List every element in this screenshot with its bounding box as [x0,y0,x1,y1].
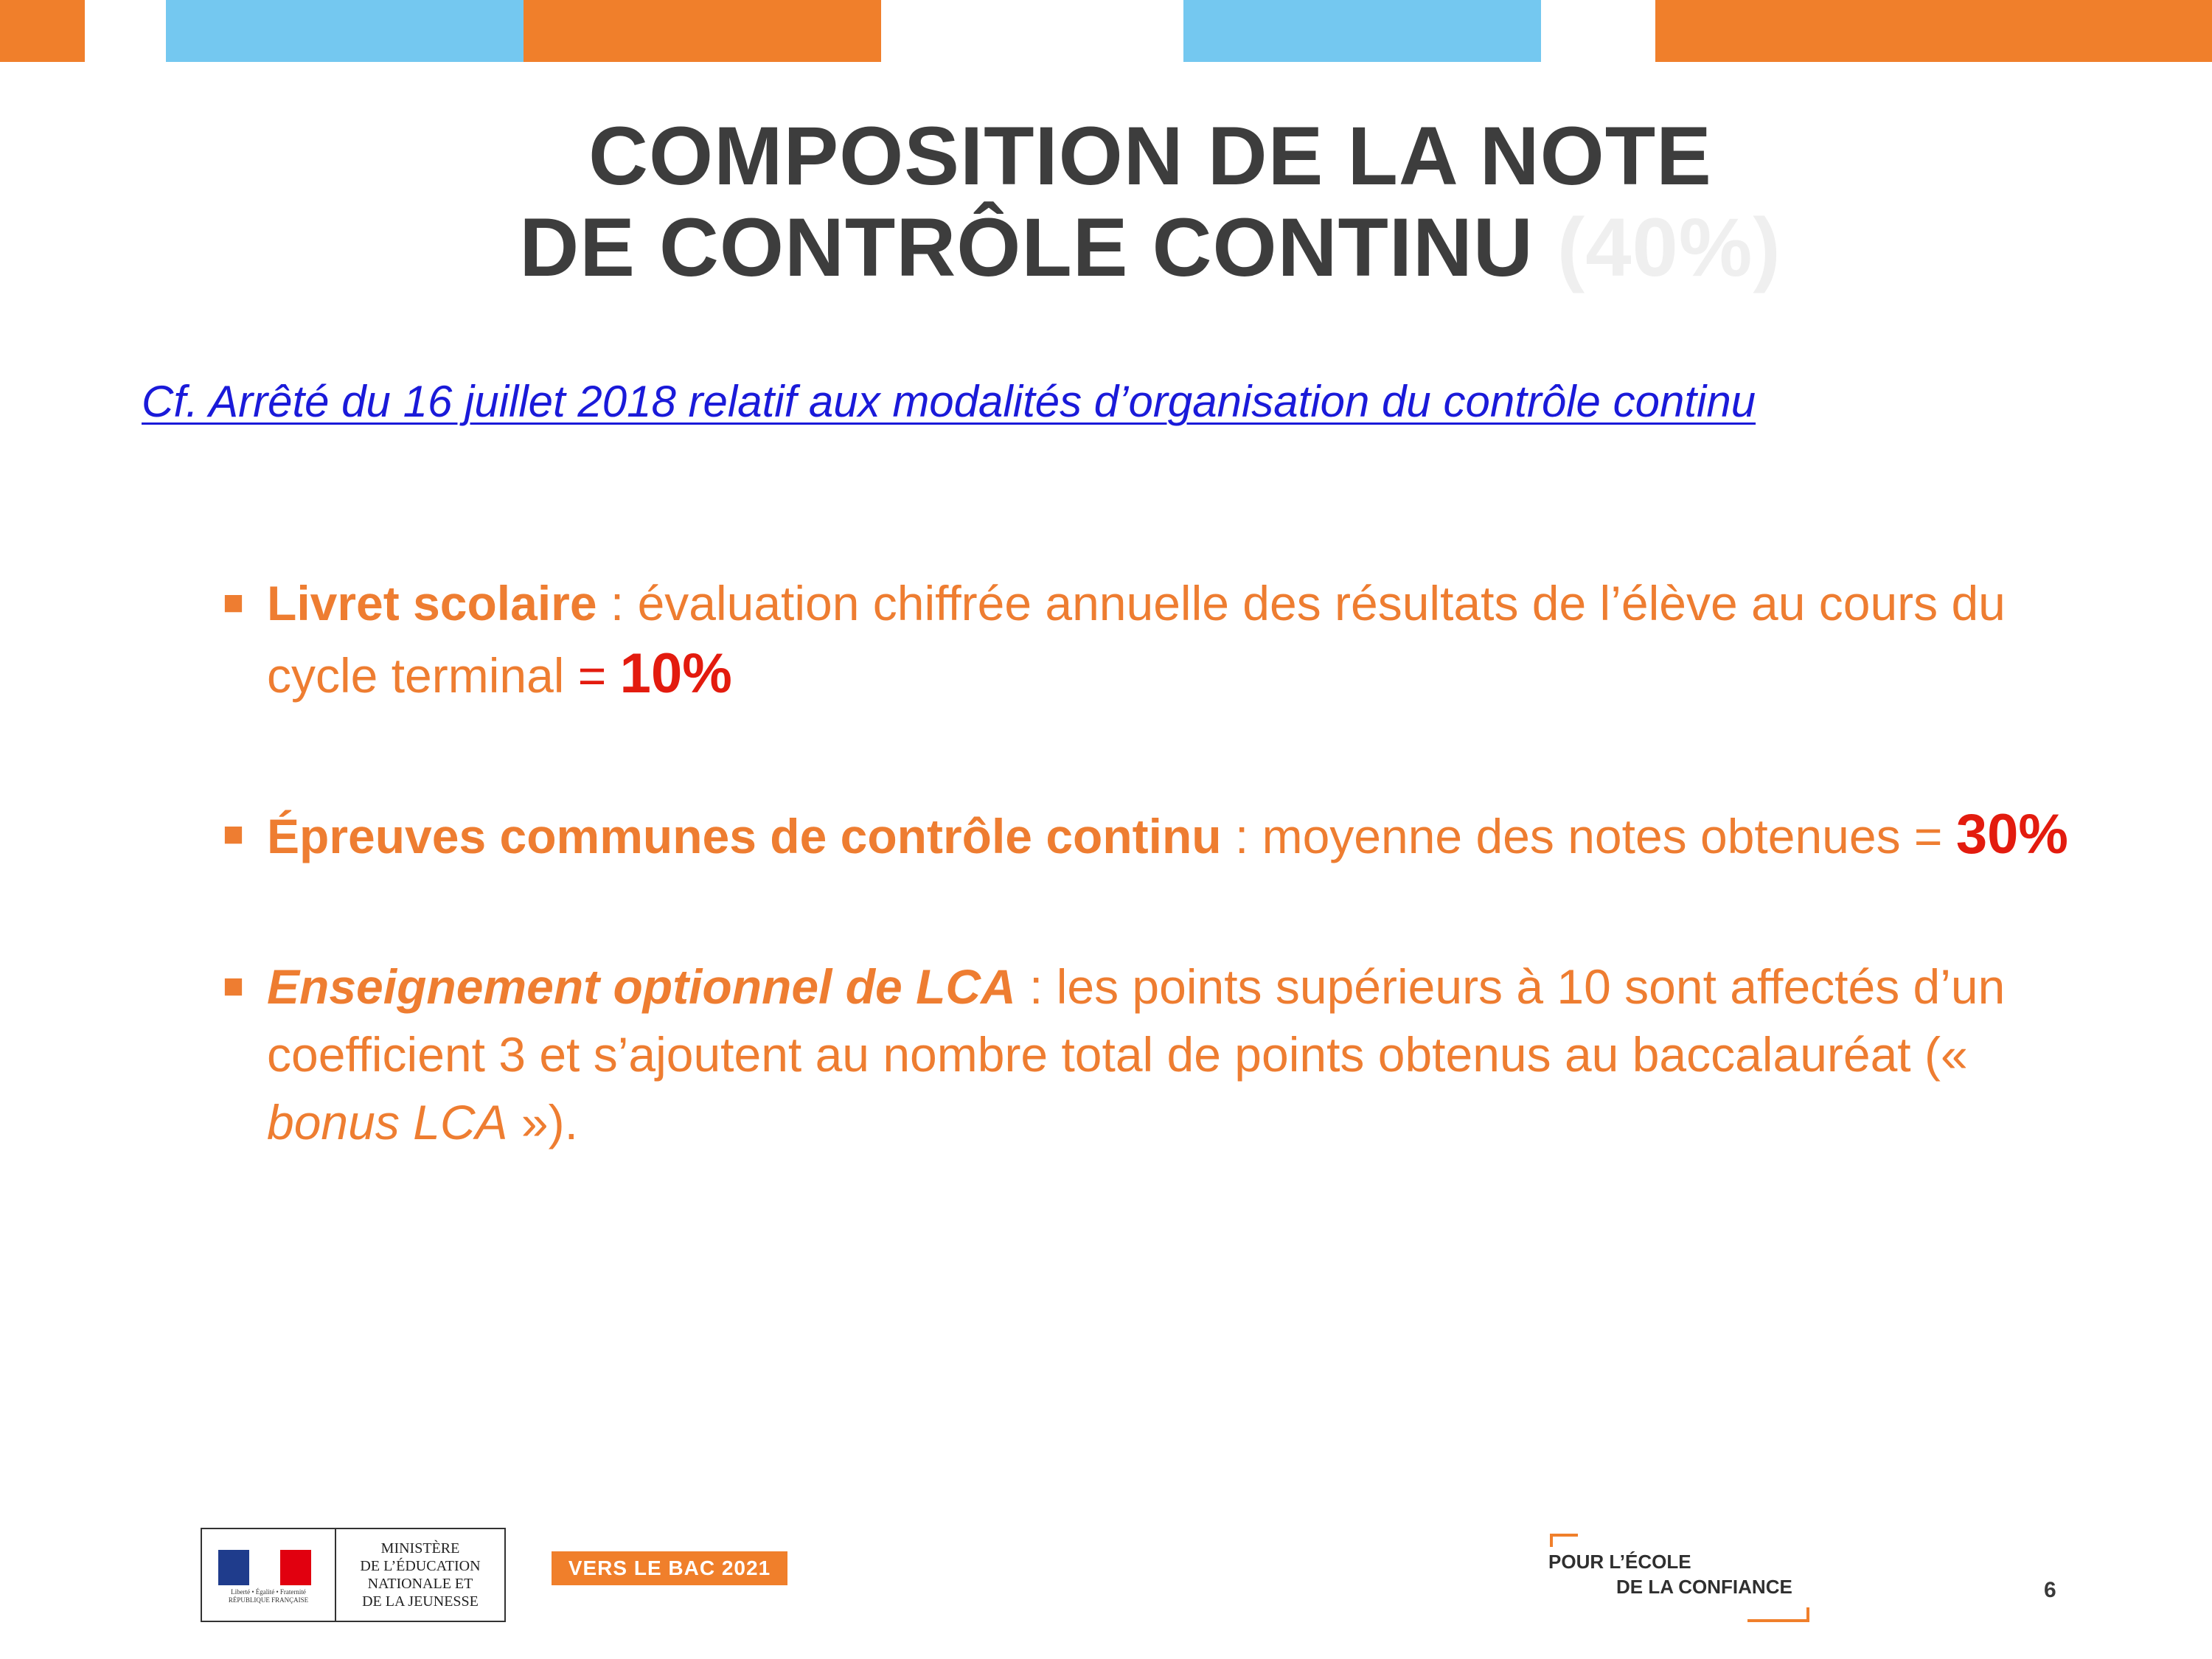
bullet-label: Enseignement optionnel de LCA [267,959,1016,1014]
square-bullet-icon: ■ [223,967,244,1006]
reference-link[interactable]: Cf. Arrêté du 16 juillet 2018 relatif aux modalités d’organisation du contrôle continu [142,377,1756,426]
ministere-logo [201,1528,506,1622]
bullet-value: 10% [619,642,732,705]
bullet-label: Livret scolaire [267,576,597,630]
bullet-epreuves-communes [221,799,2079,872]
bullet-label: Épreuves communes de contrôle continu [267,809,1222,863]
bullet-italic-text: bonus LCA [267,1095,508,1150]
bullet-text: : évaluation chiffrée annuelle des résultats de l’élève au cours du cycle terminal [267,576,2006,703]
slide-title-percentage: (40%) [1557,201,1781,293]
confiance-line2: DE LA CONFIANCE [1616,1576,1792,1598]
bullet-text: : les points supérieurs à 10 sont affectés d’un coefficient 3 et s’ajoutent au nombre total de points obtenus au baccalauréat (« [267,959,2006,1082]
header-bar-orange-3 [1655,0,2212,62]
ministere-name: MINISTÈRE DE L’ÉDUCATION NATIONALE ET DE LA JEUNESSE [360,1540,481,1610]
header-bar-orange-2 [524,0,881,62]
square-bullet-icon: ■ [223,583,244,622]
bullet-livret-scolaire [221,568,2079,711]
french-flag-icon [218,1550,311,1585]
slide-title-line2: DE CONTRÔLE CONTINU [519,201,1534,293]
bullet-equals: = [577,648,607,703]
header-bar-blue-1 [166,0,524,62]
bullet-text: : moyenne des notes obtenues [1221,809,1914,863]
bullet-equals: = [1913,809,1943,863]
vers-le-bac-badge: VERS LE BAC 2021 [552,1551,787,1585]
header-bar-orange-1 [0,0,85,62]
page-number: 6 [2044,1578,2056,1602]
republique-motto: Liberté • Égalité • Fraternité RÉPUBLIQUE FRANÇAISE [228,1588,309,1604]
ecole-confiance-logo [1548,1534,1814,1622]
bullet-text-end: »). [507,1095,578,1150]
bullet-value: 30% [1955,803,2068,866]
square-bullet-icon: ■ [223,815,244,854]
bullet-list [221,568,2079,1156]
header-bar-blue-2 [1183,0,1541,62]
bullet-enseignement-lca [221,953,2079,1156]
slide-title-line1: COMPOSITION DE LA NOTE [588,110,1712,202]
republique-francaise-logo [202,1529,336,1621]
slide-title [0,111,2212,293]
confiance-line1: POUR L’ÉCOLE [1548,1551,1691,1573]
